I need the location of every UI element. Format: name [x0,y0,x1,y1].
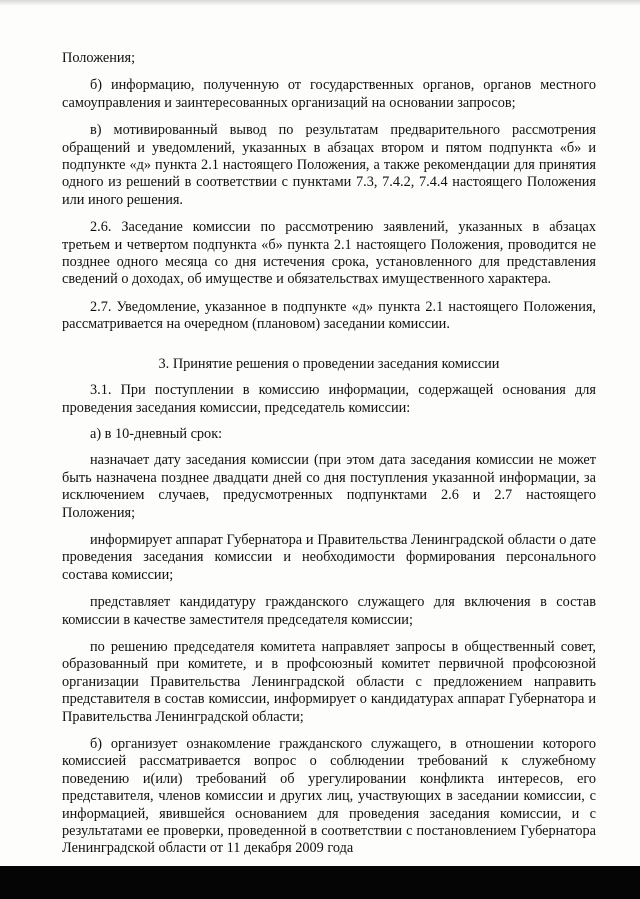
paragraph-inform-apparatus: информирует аппарат Губернатора и Правительства Ленинградской области о дате проведения заседания комиссии и необходимости формирования персонального состава комиссии; [62,531,596,583]
document-body [62,50,596,866]
paragraph-continuation: Положения; [62,50,136,66]
paragraph-3-1: 3.1. При поступлении в комиссию информации, содержащей основания для проведения заседания комиссии, председатель комиссии: [62,382,596,416]
paragraph-requests: по решению председателя комитета направляет запросы в общественный совет, образованный при комитете, и в профсоюзный комитет первичной профсоюзной организации Правительства Ленинградской области с предложением направить представителя в состав комиссии, информирует о кандидатурах аппарат Губернатора и Правительства Ленинградской области; [62,638,596,725]
paragraph-2-7: 2.7. Уведомление, указанное в подпункте «д» пункта 2.1 настоящего Положения, рассматривается на очередном (плановом) заседании комиссии. [62,298,596,333]
paragraph-item-b: б) информацию, полученную от государственных органов, органов местного самоуправления и заинтересованных организаций на основании запросов; [62,77,596,111]
paragraph-item-a: а) в 10-дневный срок: [90,425,223,442]
scan-black-edge [0,866,640,899]
paragraph-candidate: представляет кандидатуру гражданского служащего для включения в состав комиссии в качестве заместителя председателя комиссии; [62,594,596,628]
scan-top-shadow [0,0,640,6]
section-heading-3: 3. Принятие решения о проведении заседания комиссии [158,355,500,372]
paragraph-item-v: в) мотивированный вывод по результатам предварительного рассмотрения обращений и уведомлений, указанных в абзацах втором и пятом подпункта «б» и подпункте «д» пункта 2.1 настоящего Положения, а также рекомендации для принятия одного из решений в соответствии с пунктами 7.3, 7.4.2, 7.4.4 настоящего Положения или иного решения. [62,122,596,208]
paragraph-assign-date: назначает дату заседания комиссии (при этом дата заседания комиссии не может быть назначена позднее двадцати дней со дня поступления указанной информации, за исключением случаев, предусмотренных подпунктами 2.6 и 2.7 настоящего Положения; [62,452,596,521]
paragraph-item-b2: б) организует ознакомление гражданского служащего, в отношении которого комиссией рассматривается вопрос о соблюдении требований к служебному поведению и(или) требований об урегулировании конфликта интересов, его представителя, членов комиссии и других лиц, участвующих в заседании комиссии, с информацией, явившейся основанием для проведения заседания комиссии, и с результатами ее проверки, проведенной в соответствии с постановлением Губернатора Ленинградской области от 11 декабря 2009 года [62,736,596,857]
paragraph-2-6: 2.6. Заседание комиссии по рассмотрению заявлений, указанных в абзацах третьем и четвертом подпункта «б» пункта 2.1 настоящего Положения, проводится не позднее одного месяца со дня истечения срока, установленного для представления сведений о доходах, об имуществе и обязательствах имущественного характера. [62,219,596,288]
